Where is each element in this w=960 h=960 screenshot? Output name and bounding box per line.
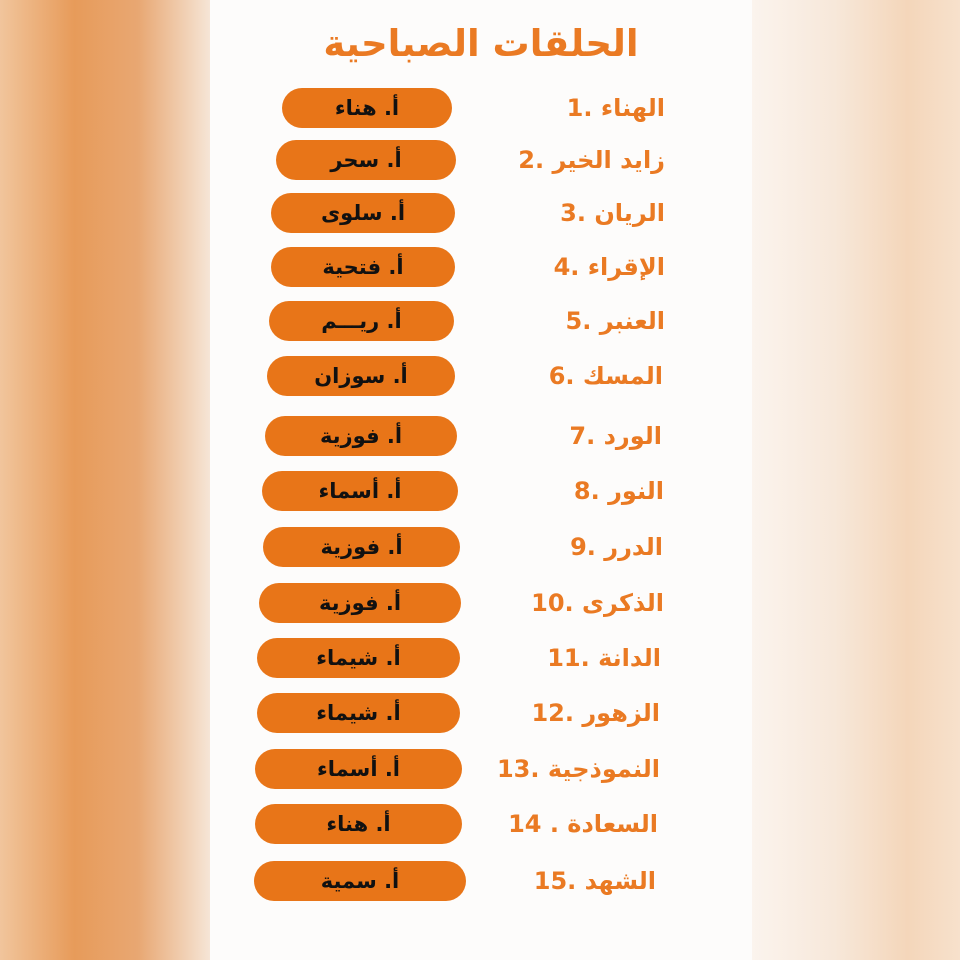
circle-name: 11. الدانة <box>547 644 661 672</box>
schedule-card <box>210 0 752 960</box>
circle-name: 12. الزهور <box>531 699 660 727</box>
circle-name: 5. العنبر <box>565 307 665 335</box>
circle-name: 15. الشهد <box>533 867 656 895</box>
circle-name: 10. الذكرى <box>531 589 664 617</box>
list-item <box>210 193 752 233</box>
circle-name: 3. الريان <box>560 199 665 227</box>
list-item <box>210 88 752 128</box>
background-left-blur <box>0 0 212 960</box>
list-item <box>210 471 752 511</box>
circle-name: 13. النموذجية <box>496 755 660 783</box>
teacher-pill: أ. شيماء <box>257 638 460 678</box>
circle-name: 7. الورد <box>569 422 662 450</box>
teacher-pill: أ. سلوى <box>271 193 455 233</box>
background-right-blur <box>750 0 960 960</box>
circle-name: 8. النور <box>573 477 664 505</box>
teacher-pill: أ. سمية <box>254 861 466 901</box>
circle-name: 6. المسك <box>548 362 663 390</box>
teacher-pill: أ. ريـــم <box>269 301 454 341</box>
circle-name: 1. الهناء <box>566 94 665 122</box>
circle-name: 2. زايد الخير <box>518 146 665 174</box>
list-item <box>210 693 752 733</box>
list-item <box>210 861 752 901</box>
list-item <box>210 804 752 844</box>
circle-name: 9. الدرر <box>570 533 663 561</box>
teacher-pill: أ. أسماء <box>255 749 462 789</box>
teacher-pill: أ. أسماء <box>262 471 458 511</box>
list-item <box>210 416 752 456</box>
list-item <box>210 356 752 396</box>
teacher-pill: أ. فوزية <box>263 527 460 567</box>
list-item <box>210 583 752 623</box>
teacher-pill: أ. هناء <box>255 804 462 844</box>
circle-name: 4. الإقراء <box>553 253 665 281</box>
teacher-pill: أ. فتحية <box>271 247 455 287</box>
list-item <box>210 527 752 567</box>
list-item <box>210 749 752 789</box>
teacher-pill: أ. سوزان <box>267 356 455 396</box>
teacher-pill: أ. هناء <box>282 88 452 128</box>
page-title: الحلقات الصباحية <box>323 22 639 65</box>
teacher-pill: أ. سحر <box>276 140 456 180</box>
teacher-pill: أ. فوزية <box>259 583 461 623</box>
list-item <box>210 140 752 180</box>
teacher-pill: أ. شيماء <box>257 693 460 733</box>
list-item <box>210 301 752 341</box>
teacher-pill: أ. فوزية <box>265 416 457 456</box>
circle-name: 14 . السعادة <box>508 810 658 838</box>
list-item <box>210 638 752 678</box>
list-item <box>210 247 752 287</box>
